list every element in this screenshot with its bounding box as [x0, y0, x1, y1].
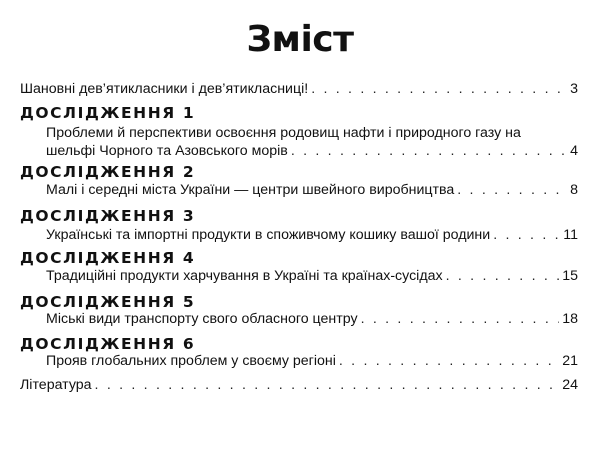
toc-entry-text: шельфі Чорного та Азовського морів: [46, 143, 288, 159]
toc-page-number: 11: [563, 227, 578, 243]
toc-entry-text: Традиційні продукти харчування в Україні та країнах-сусідах: [46, 268, 443, 284]
dot-leader: [457, 181, 567, 199]
section-heading-2: ДОСЛІДЖЕННЯ 2: [20, 163, 196, 181]
dot-leader: [361, 310, 560, 328]
dot-leader: [493, 226, 560, 244]
page-title: Зміст: [246, 19, 354, 60]
toc-page-number: 3: [570, 81, 578, 97]
toc-entry-text: Література: [20, 377, 92, 393]
toc-page-number: 21: [562, 353, 578, 369]
section-heading-3: ДОСЛІДЖЕННЯ 3: [20, 207, 196, 225]
toc-entry-4[interactable]: [46, 267, 578, 285]
section-heading-4: ДОСЛІДЖЕННЯ 4: [20, 249, 196, 267]
toc-entry-text: Міські види транспорту свого обласного центру: [46, 311, 358, 327]
toc-entry-1-line1[interactable]: Проблеми й перспективи освоєння родовищ нафти і природного газу на: [46, 125, 521, 141]
dot-leader: [339, 352, 559, 370]
section-heading-5: ДОСЛІДЖЕННЯ 5: [20, 293, 196, 311]
toc-entry-5[interactable]: [46, 310, 578, 328]
toc-entry-2[interactable]: [46, 181, 578, 199]
toc-entry-literature[interactable]: [20, 376, 578, 394]
toc-page-number: 4: [570, 143, 578, 159]
toc-entry-6[interactable]: [46, 352, 578, 370]
toc-entry-text: Малі і середні міста України — центри швейного виробництва: [46, 182, 455, 198]
toc-entry-text: Прояв глобальних проблем у своєму регіоні: [46, 353, 336, 369]
section-heading-6: ДОСЛІДЖЕННЯ 6: [20, 335, 196, 353]
toc-page-number: 18: [562, 311, 578, 327]
toc-entry-intro[interactable]: [20, 80, 578, 98]
dot-leader: [446, 267, 560, 285]
toc-entry-text: Українські та імпортні продукти в споживчому кошику вашої родини: [46, 227, 491, 243]
dot-leader: [311, 80, 567, 98]
toc-page-number: 24: [562, 377, 578, 393]
section-heading-1: ДОСЛІДЖЕННЯ 1: [20, 104, 196, 122]
toc-entry-text: Шановні дев’ятикласники і дев’ятикласниці!: [20, 81, 309, 97]
toc-entry-3[interactable]: [46, 226, 578, 244]
dot-leader: [95, 376, 560, 394]
toc-page-number: 15: [562, 268, 578, 284]
toc-entry-1[interactable]: [46, 142, 578, 160]
toc-page-number: 8: [570, 182, 578, 198]
dot-leader: [291, 142, 567, 160]
